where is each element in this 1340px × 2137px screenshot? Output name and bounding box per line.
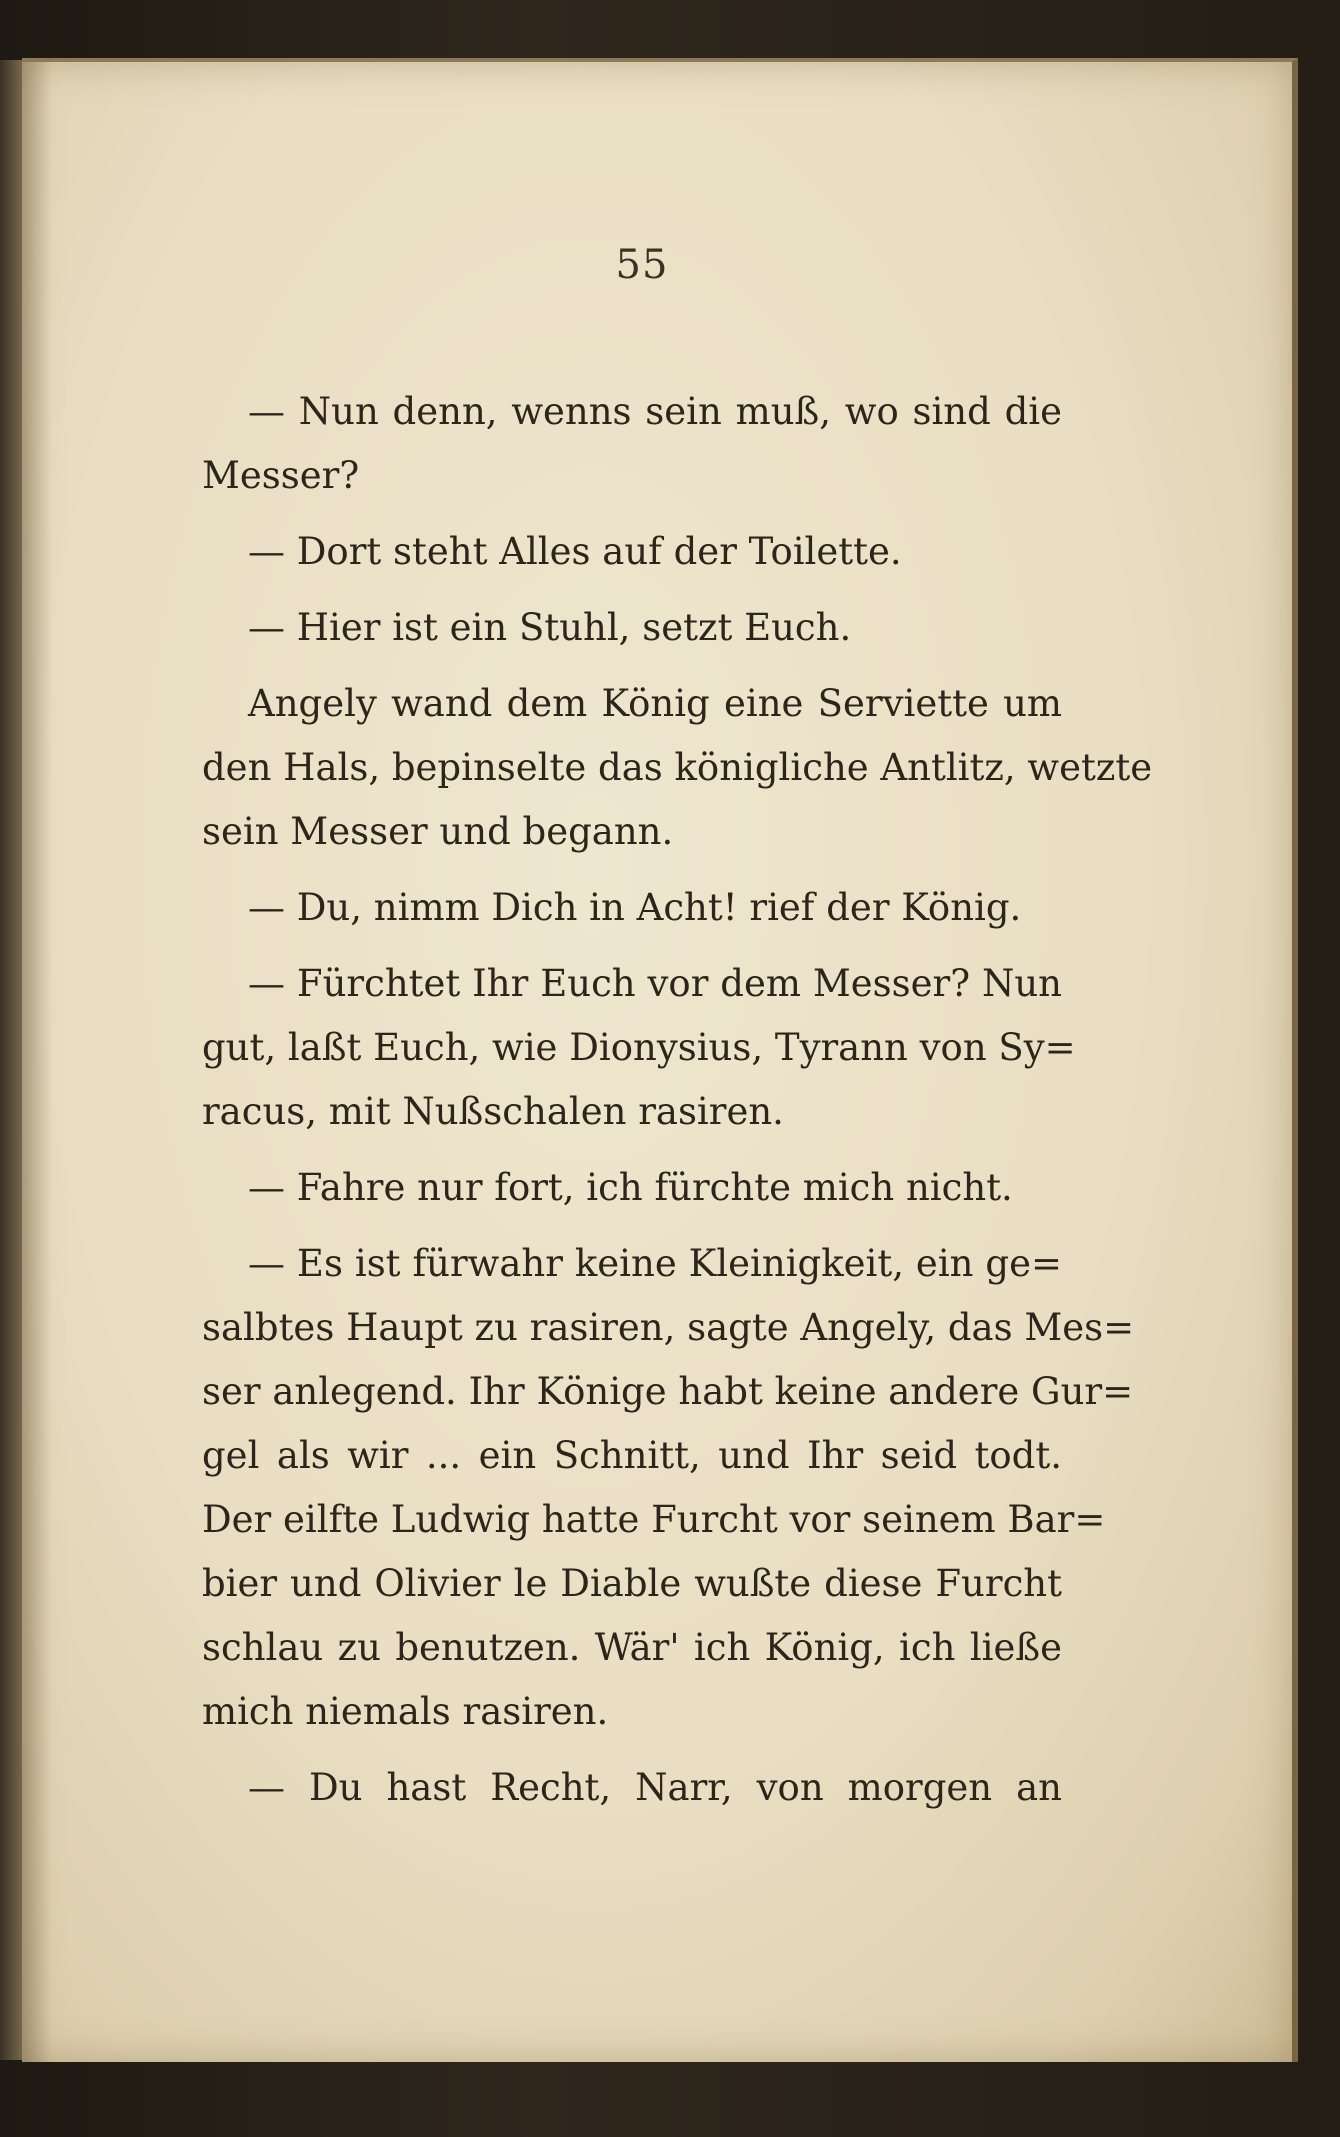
text-line: — Du hast Recht, Narr, von morgen an (248, 1766, 1062, 1809)
text-line: — Dort steht Alles auf der Toilette. (248, 530, 902, 573)
paragraph-gap (202, 1220, 1062, 1232)
text-line: schlau zu benutzen. Wär' ich König, ich ließe (202, 1626, 1062, 1669)
book-page (22, 58, 1298, 2062)
paragraph-gap (202, 660, 1062, 672)
text-line: Angely wand dem König eine Serviette um (248, 682, 1062, 725)
page-number: 55 (615, 242, 669, 288)
text-line: gut, laßt Euch, wie Dionysius, Tyrann von Sy= (202, 1026, 1076, 1069)
text-line: bier und Olivier le Diable wußte diese Furcht (202, 1562, 1062, 1605)
text-line: mich niemals rasiren. (202, 1690, 609, 1733)
text-line: den Hals, bepinselte das königliche Antlitz, wetzte (202, 746, 1153, 789)
text-line: gel als wir ... ein Schnitt, und Ihr seid todt. (202, 1434, 1062, 1477)
text-line: — Du, nimm Dich in Acht! rief der König. (248, 886, 1022, 929)
text-line: racus, mit Nußschalen rasiren. (202, 1090, 784, 1133)
text-line: sein Messer und begann. (202, 810, 674, 853)
paragraph-gap (202, 1744, 1062, 1756)
body-text (202, 380, 1153, 1820)
paragraph-gap (202, 584, 1062, 596)
spine-shadow (22, 62, 52, 2062)
text-line: — Fürchtet Ihr Euch vor dem Messer? Nun (248, 962, 1062, 1005)
text-line: — Fahre nur fort, ich fürchte mich nicht. (248, 1166, 1013, 1209)
paragraph-gap (202, 940, 1062, 952)
text-line: — Hier ist ein Stuhl, setzt Euch. (248, 606, 852, 649)
text-line: — Nun denn, wenns sein muß, wo sind die (248, 390, 1062, 433)
paragraph-gap (202, 864, 1062, 876)
paragraph-gap (202, 508, 1062, 520)
text-line: Messer? (202, 454, 360, 497)
text-line: ser anlegend. Ihr Könige habt keine andere Gur= (202, 1370, 1134, 1413)
text-line: Der eilfte Ludwig hatte Furcht vor seinem Bar= (202, 1498, 1106, 1541)
text-line: salbtes Haupt zu rasiren, sagte Angely, das Mes= (202, 1306, 1135, 1349)
text-line: — Es ist fürwahr keine Kleinigkeit, ein ge= (248, 1242, 1062, 1285)
paragraph-gap (202, 1144, 1062, 1156)
